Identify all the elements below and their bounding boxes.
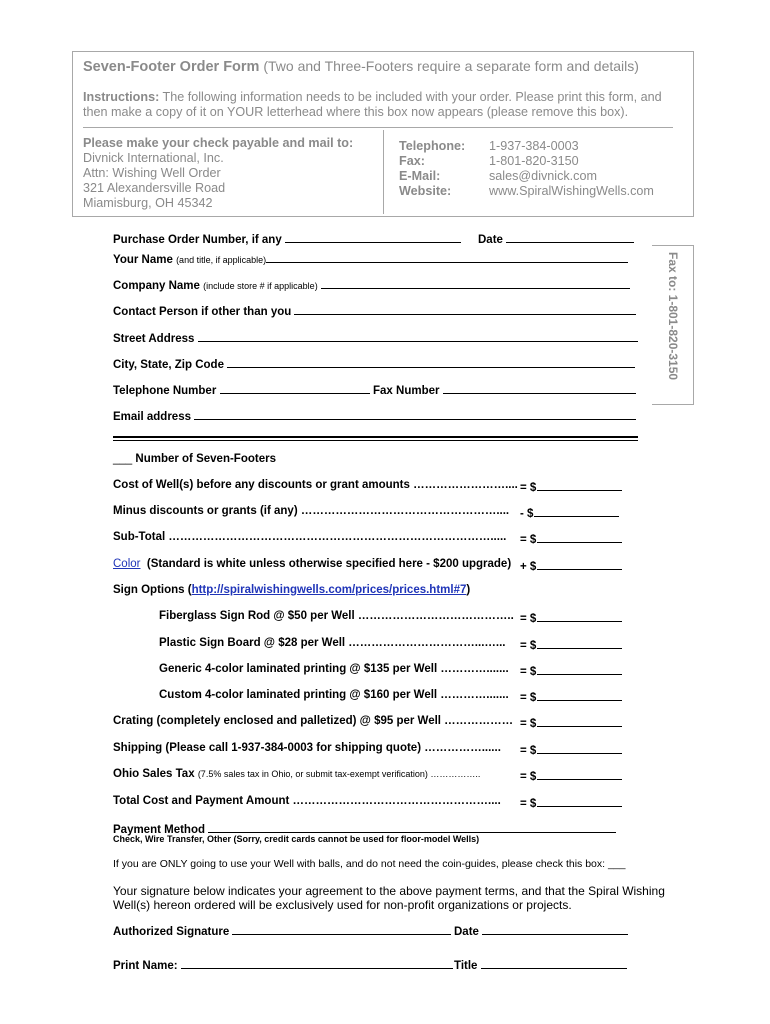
balls-checkbox-line[interactable]: If you are ONLY going to use your Well with balls, and do not need the coin-guides, please check this box: ___ xyxy=(113,858,626,870)
fax-number-field[interactable]: Fax Number xyxy=(373,382,636,397)
signature-date-field[interactable]: Date xyxy=(454,923,628,938)
generic-printing-line: Generic 4-color laminated printing @ $135 per Well …………....... xyxy=(159,663,509,675)
street-address-field[interactable]: Street Address xyxy=(113,330,638,345)
crating-line: Crating (completely enclosed and palletized) @ $95 per Well ……………… xyxy=(113,715,514,727)
fax-side-text: Fax to: 1-801-820-3150 xyxy=(666,252,680,381)
cost-line: Cost of Well(s) before any discounts or grant amounts …………………….... xyxy=(113,479,518,491)
email-field[interactable]: Email address xyxy=(113,408,636,423)
sign-rod-line: Fiberglass Sign Rod @ $50 per Well ………………………………….. xyxy=(159,610,514,622)
form-subtitle: (Two and Three-Footers require a separate form and details) xyxy=(263,58,639,74)
color-line: Color (Standard is white unless otherwise specified here - $200 upgrade) xyxy=(113,558,512,570)
print-name-field[interactable]: Print Name: xyxy=(113,957,453,972)
column-divider xyxy=(383,130,384,214)
telephone-field[interactable]: Telephone Number xyxy=(113,382,370,397)
custom-printing-line: Custom 4-color laminated printing @ $160 per Well …………....... xyxy=(159,689,509,701)
section-divider-thin xyxy=(113,440,638,441)
sign-board-amount[interactable]: = $ xyxy=(520,637,622,652)
instructions-text: Instructions: The following information needs to be included with your order. Please print this form, and then make a copy of it on YOUR letterhead where this box now appears (please remove this box). xyxy=(83,90,662,119)
sign-options-link[interactable]: http://spiralwishingwells.com/prices/prices.html#7 xyxy=(191,584,467,596)
shipping-line: Shipping (Please call 1-937-384-0003 for shipping quote) ……………...... xyxy=(113,742,501,754)
sales-tax-amount[interactable]: = $ xyxy=(520,768,622,783)
agreement-text: Your signature below indicates your agreement to the above payment terms, and that the Spiral Wishing Well(s) hereon ordered will be exclusively used for non-profit organizations or projects. xyxy=(113,884,665,912)
total-line: Total Cost and Payment Amount …………………………………………….... xyxy=(113,795,501,807)
header-divider xyxy=(83,127,673,128)
color-link[interactable]: Color xyxy=(113,558,141,570)
shipping-amount[interactable]: = $ xyxy=(520,742,622,757)
payment-method-field[interactable]: Payment Method xyxy=(113,821,616,836)
name-field[interactable]: Your Name (and title, if applicable) xyxy=(113,251,628,266)
title-field[interactable]: Title xyxy=(454,957,627,972)
sign-board-line: Plastic Sign Board @ $28 per Well ……………………………...…... xyxy=(159,637,506,649)
discount-line: Minus discounts or grants (if any) …………………………………………….... xyxy=(113,505,510,517)
contact-person-field[interactable]: Contact Person if other than you xyxy=(113,303,636,318)
payment-method-note: Check, Wire Transfer, Other (Sorry, credit cards cannot be used for floor-model Wells) xyxy=(113,834,480,844)
po-number-field[interactable]: Purchase Order Number, if any xyxy=(113,231,461,246)
contact-info: Telephone: 1-937-384-0003 Fax: 1-801-820-3150 E-Mail: sales@divnick.com Website: www.SpiralWishingWells.com xyxy=(399,139,654,198)
date-field[interactable]: Date xyxy=(478,231,634,246)
sales-tax-line: Ohio Sales Tax (7.5% sales tax in Ohio, or submit tax-exempt verification) …………….. xyxy=(113,768,481,780)
form-title: Seven-Footer Order Form (Two and Three-Footers require a separate form and details) xyxy=(83,58,639,75)
subtotal-amount[interactable]: = $ xyxy=(520,531,622,546)
cost-amount[interactable]: = $ xyxy=(520,479,622,494)
signature-field[interactable]: Authorized Signature xyxy=(113,923,451,938)
color-amount[interactable]: + $ xyxy=(520,558,622,573)
custom-printing-amount[interactable]: = $ xyxy=(520,689,622,704)
subtotal-line: Sub-Total …………………………………………………………………………..... xyxy=(113,531,507,543)
discount-amount[interactable]: - $ xyxy=(520,505,619,520)
city-state-zip-field[interactable]: City, State, Zip Code xyxy=(113,356,635,371)
mail-address: Please make your check payable and mail to: Divnick International, Inc. Attn: Wishing Well Order 321 Alexandersville Road Miamisburg, OH 45342 xyxy=(83,136,354,210)
sign-options-heading: Sign Options (http://spiralwishingwells.com/prices/prices.html#7) xyxy=(113,584,471,596)
instructions-box xyxy=(72,51,694,217)
seven-footer-count[interactable]: ___ Number of Seven-Footers xyxy=(113,453,276,465)
generic-printing-amount[interactable]: = $ xyxy=(520,663,622,678)
company-field[interactable]: Company Name (include store # if applicable) xyxy=(113,277,630,292)
sign-rod-amount[interactable]: = $ xyxy=(520,610,622,625)
total-amount[interactable]: = $ xyxy=(520,795,622,810)
section-divider xyxy=(113,436,638,438)
crating-amount[interactable]: = $ xyxy=(520,715,622,730)
